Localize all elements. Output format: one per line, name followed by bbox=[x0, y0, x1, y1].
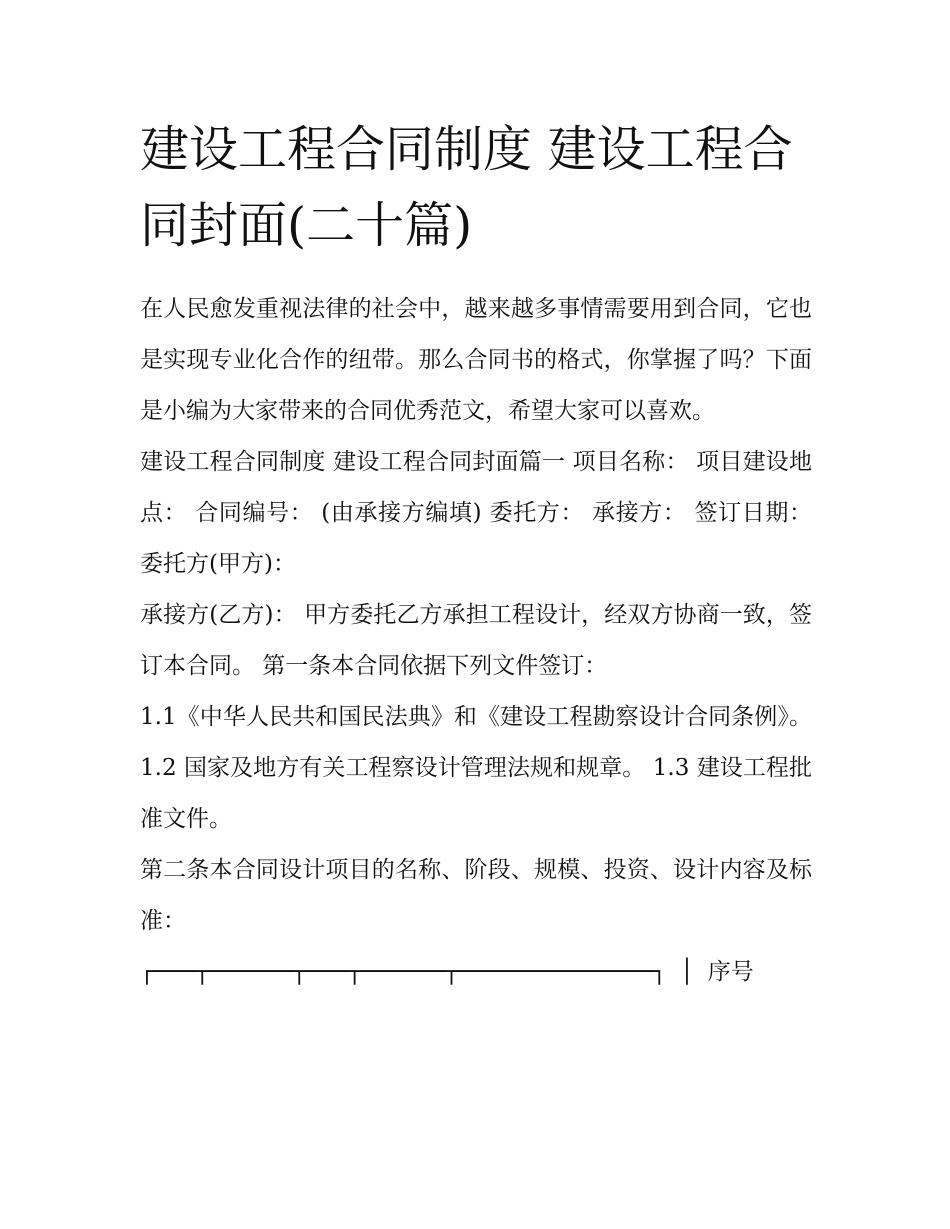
contract-parties-paragraph: 承接方(乙方)： 甲方委托乙方承担工程设计，经双方协商一致，签订本合同。 第一条本合同依据下列文件签订： bbox=[140, 602, 812, 679]
intro-paragraph: 在人民愈发重视法律的社会中，越来越多事情需要用到合同，它也是实现专业化合作的纽带。那么合同书的格式，你掌握了吗？下面是小编为大家带来的合同优秀范文，希望大家可以喜欢。 bbox=[140, 296, 812, 424]
contract-header-paragraph: 建设工程合同制度 建设工程合同封面篇一 项目名称： 项目建设地点： 合同编号： (由承接方编填) 委托方： 承接方： 签订日期： 委托方(甲方)： bbox=[140, 449, 812, 577]
article-two-paragraph: 第二条本合同设计项目的名称、阶段、规模、投资、设计内容及标准： bbox=[140, 857, 812, 934]
document-page bbox=[140, 112, 812, 998]
document-title: 建设工程合同制度 建设工程合同封面(二十篇) bbox=[140, 121, 793, 254]
table-border-text: ┌───┬──────┬───┬──────┬──────────────┐ │ 序号 bbox=[140, 959, 754, 985]
contract-basis-paragraph: 1.1《中华人民共和国民法典》和《建设工程勘察设计合同条例》。 1.2 国家及地方有关工程察设计管理法规和规章。 1.3 建设工程批准文件。 bbox=[140, 704, 812, 832]
